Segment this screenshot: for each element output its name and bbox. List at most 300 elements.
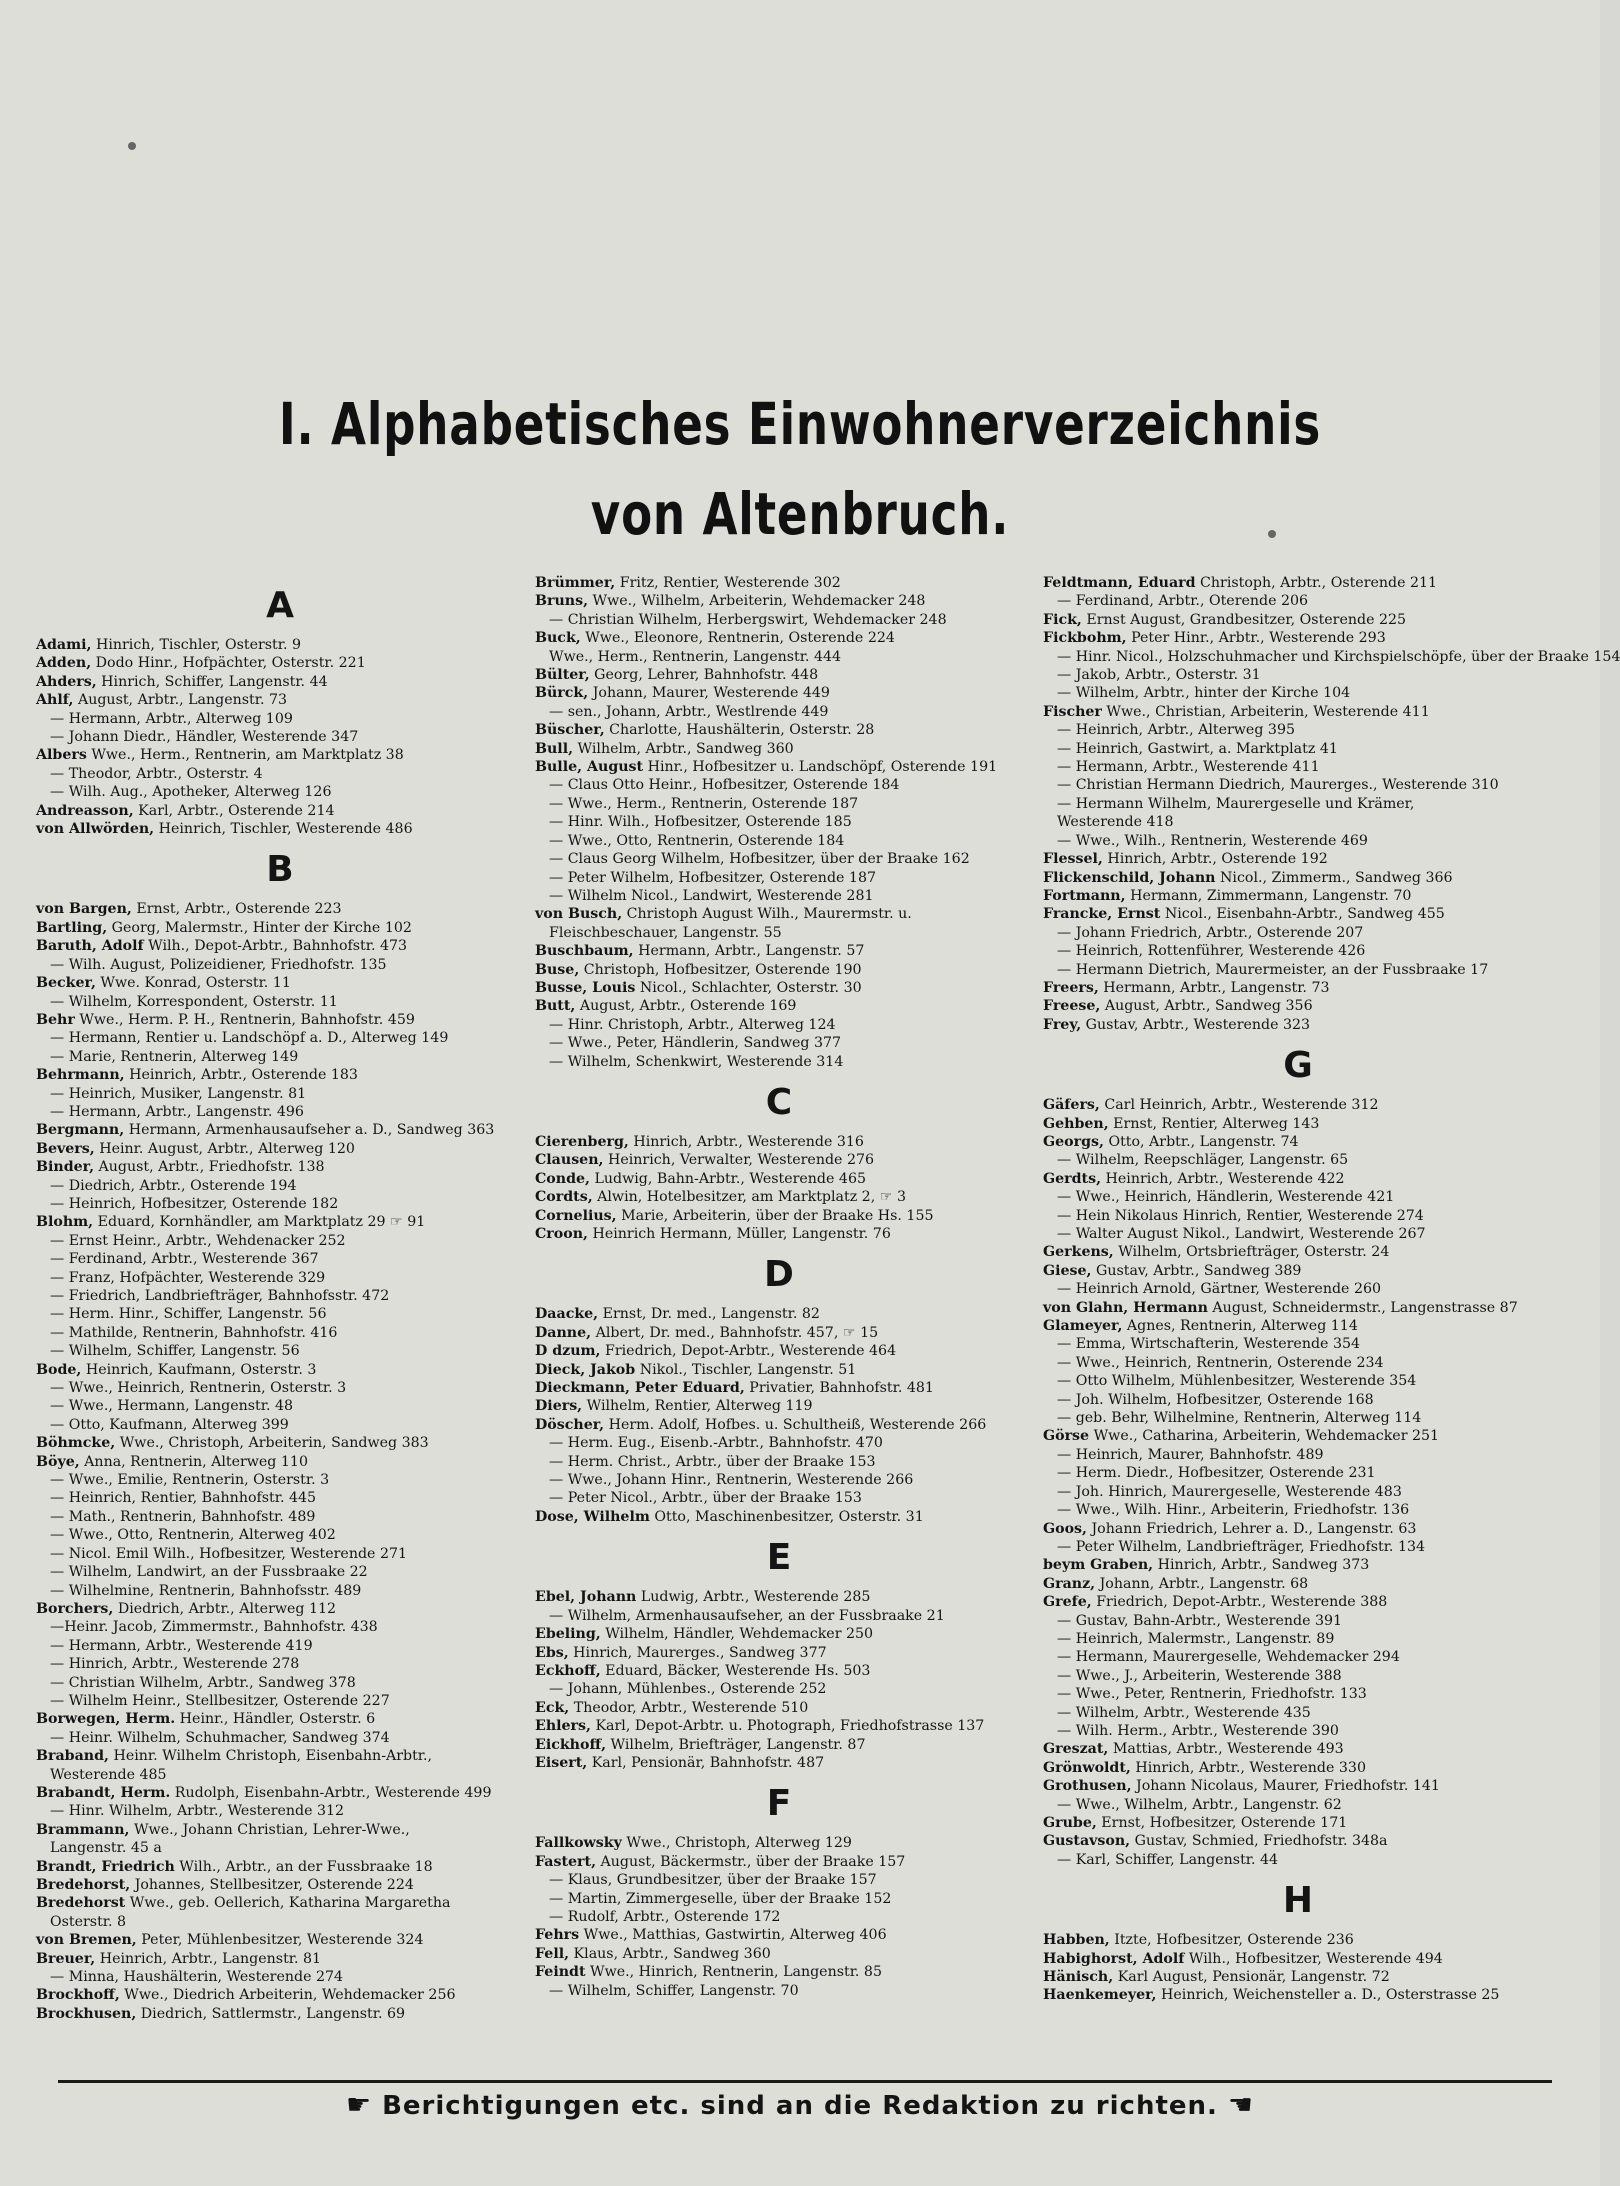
entry-surname: Fallkowsky: [535, 1835, 622, 1852]
entry-details: Karl, Depot-Arbtr. u. Photograph, Friedhofstrasse 137: [590, 1718, 985, 1735]
entry-surname: Adden,: [36, 655, 92, 672]
directory-entry: [535, 1151, 1023, 1169]
entry-details: — Hermann, Arbtr., Alterweg 109: [50, 710, 293, 727]
entry-details: — Ferdinand, Arbtr., Westerende 367: [50, 1251, 319, 1268]
entry-details: Wilh., Arbtr., an der Fussbraake 18: [174, 1858, 433, 1875]
entry-details: Nicol., Zimmerm., Sandweg 366: [1215, 869, 1453, 886]
directory-entry: [535, 1034, 1023, 1052]
directory-entry: [535, 740, 1023, 758]
directory-entry: [1043, 740, 1553, 758]
entry-details: — Joh. Hinrich, Maurergeselle, Westerende 483: [1057, 1483, 1402, 1500]
section-letter: C: [765, 1081, 793, 1123]
entry-surname: Bulle, August: [535, 759, 644, 776]
directory-entry: [1043, 1575, 1553, 1593]
entry-details: Herm. Adolf, Hofbes. u. Schultheiß, Westerende 266: [604, 1416, 987, 1433]
pointing-hand-icon: ☚: [1227, 2088, 1255, 2121]
section-letter: G: [1283, 1045, 1313, 1087]
entry-details: Hermann, Arbtr., Langenstr. 73: [1098, 979, 1330, 996]
entry-details: Friedrich, Depot-Arbtr., Westerende 388: [1091, 1594, 1388, 1611]
entry-details: Hinrich, Arbtr., Osterende 192: [1102, 851, 1328, 868]
directory-entry: [535, 1945, 1023, 1963]
entry-details: — Walter August Nikol., Landwirt, Westerende 267: [1057, 1226, 1426, 1242]
directory-entry: [36, 1508, 524, 1526]
directory-entry: [535, 1416, 1023, 1434]
directory-entry: [36, 1545, 524, 1563]
entry-details: — Wilhelm, Armenhausaufseher, an der Fussbraake 21: [549, 1607, 945, 1624]
entry-details: Wwe., Hinrich, Rentnerin, Langenstr. 85: [585, 1964, 882, 1981]
entry-details: — Claus Otto Heinr., Hofbesitzer, Osterende 184: [549, 777, 900, 794]
directory-entry: [36, 1471, 524, 1489]
entry-details: Klaus, Arbtr., Sandweg 360: [569, 1945, 771, 1962]
directory-entry: [535, 1588, 1023, 1606]
entry-surname: Baruth, Adolf: [36, 938, 144, 955]
entry-details: Eduard, Kornhändler, am Marktplatz 29 ☞ 91: [93, 1214, 426, 1231]
entry-details: — Wwe., Wilh., Rentnerin, Westerende 469: [1057, 832, 1368, 849]
entry-details: — Emma, Wirtschafterin, Westerende 354: [1057, 1336, 1361, 1353]
entry-details: — Wwe., Peter, Händlerin, Sandweg 377: [549, 1035, 842, 1052]
entry-surname: Danne,: [535, 1324, 592, 1341]
entry-details: Hermann, Armenhausaufseher a. D., Sandweg 363: [124, 1122, 495, 1139]
entry-details: Hinrich, Schiffer, Langenstr. 44: [96, 673, 328, 690]
entry-details: — Wilh. August, Polizeidiener, Friedhofstr. 135: [50, 956, 387, 973]
entry-surname: Breuer,: [36, 1950, 96, 1967]
entry-details: Hermann, Zimmermann, Langenstr. 70: [1125, 887, 1412, 904]
entry-surname: Goos,: [1043, 1520, 1087, 1537]
entry-surname: Buschbaum,: [535, 943, 634, 960]
entry-details: Itzte, Hofbesitzer, Osterende 236: [1109, 1932, 1354, 1949]
entry-details: — Hinrich, Arbtr., Westerende 278: [50, 1656, 300, 1673]
directory-entry: [1043, 1317, 1553, 1335]
directory-entry: [1043, 1740, 1553, 1758]
entry-details: — Theodor, Arbtr., Osterstr. 4: [50, 765, 263, 782]
entry-details: August, Bäckermstr., über der Braake 157: [596, 1853, 906, 1870]
directory-entry: [1043, 611, 1553, 629]
directory-entry: [36, 919, 524, 937]
directory-entry: [1043, 1612, 1553, 1630]
section-letter: F: [766, 1783, 792, 1825]
entry-details: Anna, Rentnerin, Alterweg 110: [79, 1453, 308, 1470]
entry-details: Gustav, Arbtr., Westerende 323: [1081, 1016, 1311, 1033]
entry-details: — Diedrich, Arbtr., Osterende 194: [50, 1177, 297, 1194]
entry-surname: Fickbohm,: [1043, 630, 1127, 647]
entry-surname: Braband,: [36, 1748, 109, 1765]
directory-entry: [36, 1158, 524, 1176]
entry-details: Agnes, Rentnerin, Alterweg 114: [1122, 1318, 1358, 1335]
directory-entry: [1043, 1483, 1553, 1501]
entry-surname: Ebel, Johann: [535, 1589, 637, 1606]
entry-details: — Rudolf, Arbtr., Osterende 172: [549, 1908, 781, 1925]
directory-entry: [535, 1890, 1023, 1908]
directory-entry: [36, 746, 524, 764]
entry-surname: Freers,: [1043, 979, 1099, 996]
entry-details: Georg, Lehrer, Bahnhofstr. 448: [589, 667, 819, 684]
directory-entry: [1043, 887, 1553, 905]
entry-surname: Giese,: [1043, 1262, 1092, 1279]
page-subtitle: von Altenbruch.: [590, 480, 1010, 548]
entry-details: Wwe., Catharina, Arbeiterin, Wehdemacker 251: [1089, 1428, 1440, 1445]
directory-entry: [1043, 1354, 1553, 1372]
entry-details: Johann, Maurer, Westerende 449: [588, 685, 830, 702]
entry-details: — Hinr. Nicol., Holzschuhmacher und Kirchspielschöpfe, über der Braake 154: [1057, 648, 1620, 665]
page-title: I. Alphabetisches Einwohnerverzeichnis: [278, 390, 1322, 458]
entry-details: — geb. Behr, Wilhelmine, Rentnerin, Alterweg 114: [1057, 1410, 1422, 1427]
directory-entry: [36, 974, 524, 992]
entry-details: Alwin, Hotelbesitzer, am Marktplatz 2, ☞ 3: [592, 1189, 906, 1206]
entry-surname: Ahders,: [36, 673, 97, 690]
entry-details: Ernst, Hofbesitzer, Osterende 171: [1096, 1815, 1348, 1831]
directory-entry: [535, 592, 1023, 610]
entry-details: Rudolph, Eisenbahn-Arbtr., Westerende 499: [170, 1784, 492, 1801]
entry-details: Fleischbeschauer, Langenstr. 55: [549, 924, 782, 941]
entry-surname: Dieckmann, Peter Eduard,: [535, 1380, 745, 1397]
entry-details: — Marie, Rentnerin, Alterweg 149: [50, 1048, 299, 1065]
entry-details: Peter, Mühlenbesitzer, Westerende 324: [136, 1932, 424, 1949]
entry-details: Peter Hinr., Arbtr., Westerende 293: [1126, 630, 1386, 647]
entry-details: — Christian Wilhelm, Arbtr., Sandweg 378: [50, 1674, 356, 1691]
entry-details: Friedrich, Depot-Arbtr., Westerende 464: [600, 1343, 897, 1360]
entry-surname: Feldtmann, Eduard: [1043, 575, 1196, 591]
directory-entry: [535, 813, 1023, 831]
entry-details: — Ferdinand, Arbtr., Oterende 206: [1057, 593, 1309, 610]
entry-surname: Gäfers,: [1043, 1097, 1100, 1114]
directory-entry: [36, 654, 524, 672]
directory-entry: [36, 1416, 524, 1434]
directory-entry: [1043, 1950, 1553, 1968]
directory-entry: [1043, 1814, 1553, 1832]
entry-surname: Brümmer,: [535, 575, 616, 591]
entry-details: — Johann, Mühlenbes., Osterende 252: [549, 1681, 827, 1698]
entry-surname: Glameyer,: [1043, 1318, 1123, 1335]
entry-surname: Adami,: [36, 637, 92, 653]
entry-details: — Hinr. Wilh., Hofbesitzer, Osterende 185: [549, 814, 852, 831]
entry-details: — Wilh. Herm., Arbtr., Westerende 390: [1057, 1722, 1339, 1739]
entry-surname: Busse, Louis: [535, 979, 636, 996]
directory-entry: [36, 1103, 524, 1121]
entry-surname: Fehrs: [535, 1927, 580, 1944]
entry-details: — Wilhelm, Schiffer, Langenstr. 70: [549, 1982, 799, 1999]
entry-details: Wwe., Christoph, Arbeiterin, Sandweg 383: [115, 1435, 429, 1452]
directory-entry: [36, 1287, 524, 1305]
entry-details: — Peter Nicol., Arbtr., über der Braake 153: [549, 1490, 862, 1507]
entry-surname: Dieck, Jakob: [535, 1361, 636, 1378]
directory-entry: [535, 648, 1023, 666]
directory-entry: [36, 1563, 524, 1581]
directory-entry: [1043, 1986, 1553, 2004]
directory-entry: [1043, 869, 1553, 887]
directory-entry: [535, 979, 1023, 997]
entry-details: Ludwig, Arbtr., Westerende 285: [636, 1589, 871, 1606]
footer-text: Berichtigungen etc. sind an die Redaktion zu richten.: [382, 2091, 1218, 2121]
directory-entry: [535, 611, 1023, 629]
directory-entry: [535, 1379, 1023, 1397]
footer-divider: [58, 2080, 1552, 2083]
directory-entry: [36, 1342, 524, 1360]
entry-details: Wwe., Eleonore, Rentnerin, Osterende 224: [580, 630, 895, 647]
entry-surname: Borwegen, Herm.: [36, 1711, 176, 1728]
entry-surname: Gerkens,: [1043, 1244, 1114, 1261]
entry-details: — Heinrich, Malermstr., Langenstr. 89: [1057, 1630, 1335, 1647]
directory-entry: [1043, 1777, 1553, 1795]
entry-surname: Francke, Ernst: [1043, 906, 1161, 923]
entry-details: Carl Heinrich, Arbtr., Westerende 312: [1099, 1097, 1379, 1114]
entry-surname: Eck,: [535, 1699, 570, 1716]
entry-surname: Bürck,: [535, 685, 589, 702]
directory-entry: [535, 961, 1023, 979]
directory-entry: [36, 1305, 524, 1323]
directory-entry: [535, 1662, 1023, 1680]
pointing-hand-icon: ☛: [345, 2088, 373, 2121]
directory-entry: [535, 1324, 1023, 1342]
directory-entry: [36, 1894, 524, 1912]
entry-details: — Otto, Kaufmann, Alterweg 399: [50, 1416, 289, 1433]
directory-entry: [1043, 648, 1620, 666]
directory-entry: [1043, 1520, 1553, 1538]
directory-entry: [36, 1839, 524, 1857]
directory-entry: [36, 1269, 524, 1287]
entry-details: Fritz, Rentier, Westerende 302: [615, 575, 841, 591]
directory-entry: [535, 629, 1023, 647]
directory-entry: [36, 1729, 524, 1747]
directory-entry: [1043, 703, 1553, 721]
directory-entry: [535, 1607, 1023, 1625]
entry-details: Wwe., Diedrich Arbeiterin, Wehdemacker 256: [119, 1987, 456, 2004]
directory-entry: [36, 1232, 524, 1250]
entry-details: Diedrich, Arbtr., Alterweg 112: [113, 1600, 337, 1617]
directory-entry: [1043, 1170, 1553, 1188]
directory-entry: [36, 710, 524, 728]
entry-details: — Wwe., Otto, Rentnerin, Osterende 184: [549, 832, 845, 849]
entry-details: Wilhelm, Händler, Wehdemacker 250: [600, 1626, 874, 1643]
entry-details: — Wwe., J., Arbeiterin, Westerende 388: [1057, 1667, 1342, 1684]
directory-entry: [1043, 1931, 1553, 1949]
entry-details: Christoph August Wilh., Maurermstr. u.: [622, 906, 912, 923]
entry-surname: Clausen,: [535, 1152, 604, 1169]
directory-entry: [1043, 1851, 1553, 1869]
entry-details: Wwe., Matthias, Gastwirtin, Alterweg 406: [579, 1927, 887, 1944]
entry-surname: Habighorst, Adolf: [1043, 1950, 1185, 1967]
directory-entry: [535, 574, 1023, 592]
directory-entry: [36, 1434, 524, 1452]
entry-details: Christoph, Hofbesitzer, Osterende 190: [579, 961, 862, 978]
entry-details: Eduard, Bäcker, Westerende Hs. 503: [600, 1662, 871, 1679]
directory-entry: [36, 1489, 524, 1507]
directory-entry: [1043, 666, 1553, 684]
directory-entry: [1043, 1391, 1553, 1409]
entry-details: Heinrich Hermann, Müller, Langenstr. 76: [587, 1226, 891, 1242]
column-2: [535, 574, 1023, 2000]
directory-entry: [1043, 1409, 1553, 1427]
directory-entry: [1043, 1280, 1553, 1298]
entry-details: Gustav, Schmied, Friedhofstr. 348a: [1130, 1833, 1388, 1850]
directory-entry: [1043, 924, 1553, 942]
entry-details: Wilh., Hofbesitzer, Westerende 494: [1184, 1950, 1443, 1967]
entry-details: Otto, Maschinenbesitzer, Osterstr. 31: [649, 1508, 924, 1525]
directory-entry: [535, 942, 1023, 960]
directory-entry: [36, 1526, 524, 1544]
directory-entry: [535, 1489, 1023, 1507]
entry-details: Dodo Hinr., Hofpächter, Osterstr. 221: [91, 655, 366, 672]
entry-details: — Math., Rentnerin, Bahnhofstr. 489: [50, 1508, 316, 1525]
directory-entry: [535, 1644, 1023, 1662]
entry-details: Wwe., Christoph, Alterweg 129: [621, 1835, 852, 1852]
directory-entry: [535, 1871, 1023, 1889]
entry-details: Hinrich, Arbtr., Westerende 316: [628, 1133, 864, 1150]
entry-surname: Georgs,: [1043, 1133, 1104, 1150]
section-letter: A: [266, 585, 294, 626]
entry-details: — Hinr. Wilhelm, Arbtr., Westerende 312: [50, 1803, 345, 1820]
entry-details: Otto, Arbtr., Langenstr. 74: [1103, 1133, 1299, 1150]
directory-entry: [36, 1747, 524, 1765]
entry-details: Privatier, Bahnhofstr. 481: [744, 1380, 934, 1397]
directory-entry: [535, 1471, 1023, 1489]
entry-details: Heinrich, Tischler, Westerende 486: [154, 821, 413, 838]
entry-details: — Wwe., Otto, Rentnerin, Alterweg 402: [50, 1527, 336, 1544]
directory-entry: [36, 1397, 524, 1415]
entry-details: — Wilhelm, Reepschläger, Langenstr. 65: [1057, 1152, 1349, 1169]
directory-entry: [1043, 979, 1553, 997]
entry-surname: Bode,: [36, 1361, 82, 1378]
directory-entry: [36, 765, 524, 783]
entry-surname: Brandt, Friedrich: [36, 1858, 175, 1875]
entry-details: — Wilh. Aug., Apotheker, Alterweg 126: [50, 784, 332, 801]
directory-entry: [1043, 1538, 1553, 1556]
directory-entry: [535, 832, 1023, 850]
entry-surname: Fick,: [1043, 611, 1082, 628]
entry-details: Wwe., Wilhelm, Arbeiterin, Wehdemacker 248: [588, 593, 926, 610]
entry-surname: Gustavson,: [1043, 1833, 1131, 1850]
directory-entry: [535, 1699, 1023, 1717]
entry-details: — Wilhelm, Schiffer, Langenstr. 56: [50, 1343, 300, 1360]
directory-entry: [535, 1361, 1023, 1379]
directory-entry: [1043, 1796, 1553, 1814]
directory-entry: [535, 1982, 1023, 2000]
entry-surname: Buck,: [535, 630, 581, 647]
directory-entry: [535, 905, 1023, 923]
entry-surname: von Bargen,: [36, 901, 132, 918]
directory-entry: [535, 1397, 1023, 1415]
directory-entry: [36, 1085, 524, 1103]
directory-entry: [36, 1600, 524, 1618]
directory-entry: [535, 795, 1023, 813]
directory-entry: [1043, 942, 1553, 960]
entry-details: Heinr. Wilhelm Christoph, Eisenbahn-Arbtr.,: [108, 1748, 433, 1765]
directory-entry: [36, 1177, 524, 1195]
entry-details: August, Arbtr., Langenstr. 73: [73, 692, 288, 709]
entry-details: — Heinrich, Rentier, Bahnhofstr. 445: [50, 1490, 317, 1507]
directory-entry: [1043, 1667, 1553, 1685]
entry-details: August, Arbtr., Friedhofstr. 138: [94, 1159, 325, 1176]
entry-surname: Gerdts,: [1043, 1170, 1102, 1187]
entry-details: — Wwe., Heinrich, Rentnerin, Osterende 234: [1057, 1354, 1384, 1371]
directory-entry: [1043, 1593, 1553, 1611]
entry-details: — Wwe., Emilie, Rentnerin, Osterstr. 3: [50, 1472, 330, 1489]
entry-details: August, Schneidermstr., Langenstrasse 87: [1207, 1299, 1518, 1316]
entry-surname: Bull,: [535, 740, 574, 757]
entry-details: — Wwe., Peter, Rentnerin, Friedhofstr. 133: [1057, 1686, 1367, 1703]
directory-entry: [1043, 1151, 1553, 1169]
entry-details: Ludwig, Bahn-Arbtr., Westerende 465: [589, 1170, 866, 1187]
entry-surname: Gehben,: [1043, 1115, 1109, 1132]
directory-entry: [535, 1170, 1023, 1188]
directory-entry: [1043, 776, 1553, 794]
entry-surname: Cornelius,: [535, 1207, 617, 1224]
entry-surname: Eisert,: [535, 1754, 588, 1771]
entry-details: — sen., Johann, Arbtr., Westlrende 449: [549, 703, 829, 720]
entry-surname: Conde,: [535, 1170, 590, 1187]
entry-details: Nikol., Tischler, Langenstr. 51: [635, 1361, 857, 1378]
directory-entry: [36, 1453, 524, 1471]
entry-details: — Franz, Hofpächter, Westerende 329: [50, 1269, 326, 1286]
entry-details: —Heinr. Jacob, Zimmermstr., Bahnhofstr. 438: [50, 1619, 378, 1636]
directory-entry: [1043, 1096, 1553, 1114]
entry-surname: Behr: [36, 1011, 75, 1028]
directory-entry: [535, 1680, 1023, 1698]
directory-entry: [36, 1950, 524, 1968]
entry-details: Hinrich, Maurerges., Sandweg 377: [568, 1644, 827, 1661]
directory-entry: [36, 1582, 524, 1600]
entry-details: Theodor, Arbtr., Westerende 510: [569, 1699, 809, 1716]
directory-entry: [1043, 795, 1553, 813]
entry-details: — Johann Friedrich, Arbtr., Osterende 207: [1057, 924, 1364, 941]
directory-entry: [1043, 961, 1553, 979]
directory-entry: [36, 1876, 524, 1894]
directory-entry: [535, 1207, 1023, 1225]
entry-details: — Wwe., Heinrich, Händlerin, Westerende 421: [1057, 1189, 1395, 1206]
directory-entry: [535, 850, 1023, 868]
entry-surname: Becker,: [36, 975, 96, 992]
entry-details: — Wwe., Herm., Rentnerin, Osterende 187: [549, 795, 859, 812]
entry-details: — Minna, Haushälterin, Westerende 274: [50, 1969, 344, 1986]
directory-entry: [535, 1305, 1023, 1323]
directory-entry: [36, 956, 524, 974]
directory-entry: [36, 993, 524, 1011]
entry-details: — Gustav, Bahn-Arbtr., Westerende 391: [1057, 1612, 1343, 1629]
entry-surname: von Bremen,: [36, 1932, 137, 1949]
entry-details: Charlotte, Haushälterin, Osterstr. 28: [604, 722, 875, 739]
directory-entry: [36, 1931, 524, 1949]
entry-details: — Herm. Hinr., Schiffer, Langenstr. 56: [50, 1306, 327, 1323]
section-letter: E: [766, 1537, 792, 1579]
directory-entry: [36, 1710, 524, 1728]
directory-entry: [36, 1048, 524, 1066]
entry-surname: Brockhusen,: [36, 2005, 137, 2022]
entry-details: Heinrich, Arbtr., Langenstr. 81: [95, 1950, 322, 1967]
entry-surname: Bredehorst,: [36, 1877, 131, 1893]
entry-surname: Ebs,: [535, 1644, 569, 1661]
column-3: [1043, 574, 1620, 2005]
entry-details: — Nicol. Emil Wilh., Hofbesitzer, Westerende 271: [50, 1545, 408, 1562]
entry-details: — Johann Diedr., Händler, Westerende 347: [50, 729, 359, 746]
entry-details: Hinrich, Arbtr., Sandweg 373: [1153, 1557, 1370, 1574]
entry-surname: Cierenberg,: [535, 1133, 629, 1150]
directory-entry: [1043, 997, 1553, 1015]
entry-details: — Ernst Heinr., Arbtr., Wehdenacker 252: [50, 1232, 346, 1249]
entry-surname: Ahlf,: [36, 692, 74, 709]
directory-entry: [1043, 1648, 1553, 1666]
directory-entry: [36, 1029, 524, 1047]
directory-entry: [36, 691, 524, 709]
entry-details: Karl, Pensionär, Bahnhofstr. 487: [587, 1754, 825, 1771]
directory-entry: [535, 1625, 1023, 1643]
directory-entry: [1043, 1685, 1553, 1703]
directory-entry: [36, 673, 524, 691]
entry-details: Wwe., Herm., Rentnerin, Langenstr. 444: [549, 648, 842, 665]
entry-details: Hinrich, Tischler, Osterstr. 9: [91, 637, 302, 653]
directory-entry: [535, 1188, 1023, 1206]
entry-details: Langenstr. 45 a: [50, 1840, 162, 1857]
entry-details: — Wwe., Johann Hinr., Rentnerin, Westerende 266: [549, 1472, 914, 1489]
directory-entry: [1043, 1427, 1553, 1445]
